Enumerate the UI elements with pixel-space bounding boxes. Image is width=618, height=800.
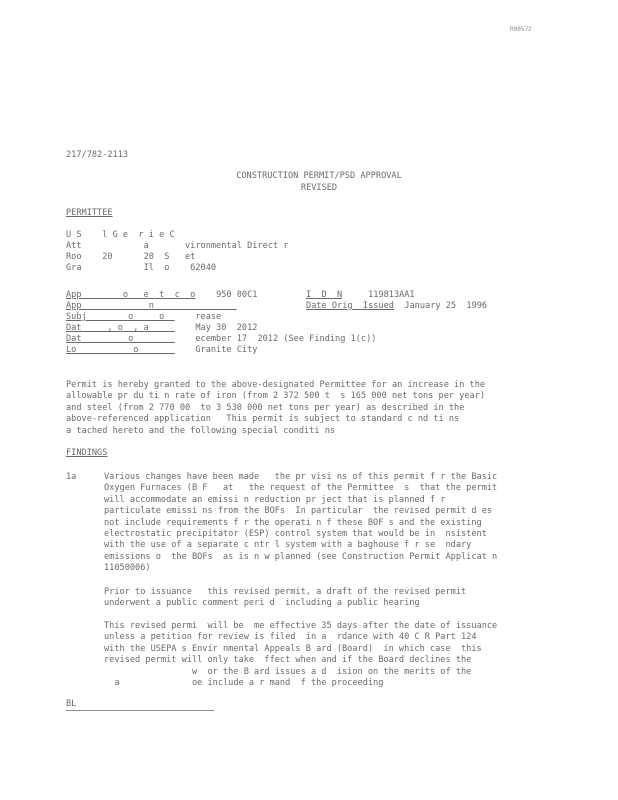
paragraph-line: with the USEPA s Envir nmental Appeals B ard (Board) in which case this: [104, 643, 482, 654]
document-title: CONSTRUCTION PERMIT/PSD APPROVAL: [236, 171, 402, 181]
field-row: [306, 290, 415, 301]
field-value: January 25 1996: [404, 301, 488, 311]
address-line: Gra Il o 62040: [66, 263, 217, 273]
footer-initials: BL: [66, 699, 77, 709]
field-label: Lo o: [66, 345, 175, 355]
paragraph-line: emissions o the BOFs as is n w planned (see Construction Permit Applicat n: [104, 551, 498, 562]
field-label: Dat , o , a: [66, 323, 175, 333]
document-stamp: R00572: [510, 26, 532, 33]
permittee-label: PERMITTEE: [66, 208, 113, 218]
field-row: [66, 334, 376, 345]
paragraph-line: This revised permi will be me effective 35 days after the date of issuance: [104, 621, 498, 631]
findings-heading: FINDINGS: [66, 448, 108, 458]
field-value: rease: [195, 312, 222, 322]
paragraph-line: Prior to issuance this revised permit, a draft of the revised permit: [104, 587, 467, 597]
paragraph-line: unless a petition for review is filed in a rdance with 40 C R Part 124: [104, 632, 477, 643]
paragraph-line: Oxygen Furnaces (B F at the request of the Permittee s that the permit: [104, 483, 498, 494]
field-value: 950 00C1: [216, 290, 258, 300]
field-label: Date Orig Issued: [306, 301, 394, 311]
paragraph-line: Permit is hereby granted to the above-designated Permittee for an increase in the: [66, 380, 486, 390]
paragraph-line: a oe include a r mand f the proceeding: [104, 678, 384, 689]
field-value: May 30 2012: [195, 323, 258, 333]
footer-rule: [66, 710, 214, 711]
paragraph-line: not include requirements f r the operati n f these BOF s and the existing: [104, 517, 482, 528]
paragraph-line: revised permit will only take ffect when and if the Board declines the: [104, 655, 472, 666]
field-label: I D N: [306, 290, 343, 300]
paragraph-line: electrostatic precipitator (ESP) control system that would be in nsistent: [104, 529, 487, 540]
paragraph-line: above-referenced application This permit is subject to standard c nd ti ns: [66, 414, 460, 425]
paragraph-line: a tached hereto and the following special conditi ns: [66, 425, 336, 436]
field-label: Dat o: [66, 334, 175, 344]
field-label: App n: [66, 301, 165, 311]
intro-paragraph: [66, 380, 566, 437]
paragraph-line: allowable pr du ti n rate of iron (from 2 372 500 t s 165 000 net tons per year): [66, 391, 486, 402]
address-line: U S l G e r i e C: [66, 230, 175, 240]
prior-issuance-paragraph: [104, 587, 570, 610]
paragraph-line: and steel (from 2 770 00 to 3 530 000 net tons per year) as described in the: [66, 402, 465, 413]
finding-number: 1a: [66, 472, 77, 482]
phone-number: 217/782-2113: [66, 150, 129, 160]
field-value: 119813AAI: [368, 290, 415, 300]
address-line: Att a vironmental Direct r: [66, 241, 289, 251]
paragraph-line: w or the B ard issues a d ision on the merits of the: [104, 666, 472, 677]
finding-1a-paragraph: [104, 472, 570, 575]
paragraph-line: 11050006): [104, 563, 151, 574]
address-line: Roo 20 20 S et: [66, 252, 196, 262]
paragraph-line: Various changes have been made the pr visi ns of this permit f r the Basic: [104, 472, 498, 482]
field-value: Granite City: [195, 345, 258, 355]
paragraph-line: will accommodate an emissi n reduction pr ject that is planned f r: [104, 494, 446, 505]
field-row: [66, 290, 257, 301]
field-row: [66, 301, 237, 312]
field-row: [66, 312, 221, 323]
field-row: [66, 345, 257, 356]
document-subtitle: REVISED: [300, 183, 338, 193]
paragraph-line: with the use of a separate c ntr l system with a baghouse f r se ndary: [104, 540, 472, 551]
field-row: [306, 301, 487, 312]
field-label: Subj o o: [66, 312, 175, 322]
paragraph-line: underwent a public comment peri d including a public hearing: [104, 598, 420, 609]
effective-date-paragraph: [104, 621, 570, 689]
field-label: App o e t c o: [66, 290, 196, 300]
paragraph-line: particulate emissi ns from the BOFs In particular the revised permit d es: [104, 506, 493, 517]
field-row: [66, 323, 257, 334]
field-value: ecember 17 2012 (See Finding 1(c)): [195, 334, 377, 344]
